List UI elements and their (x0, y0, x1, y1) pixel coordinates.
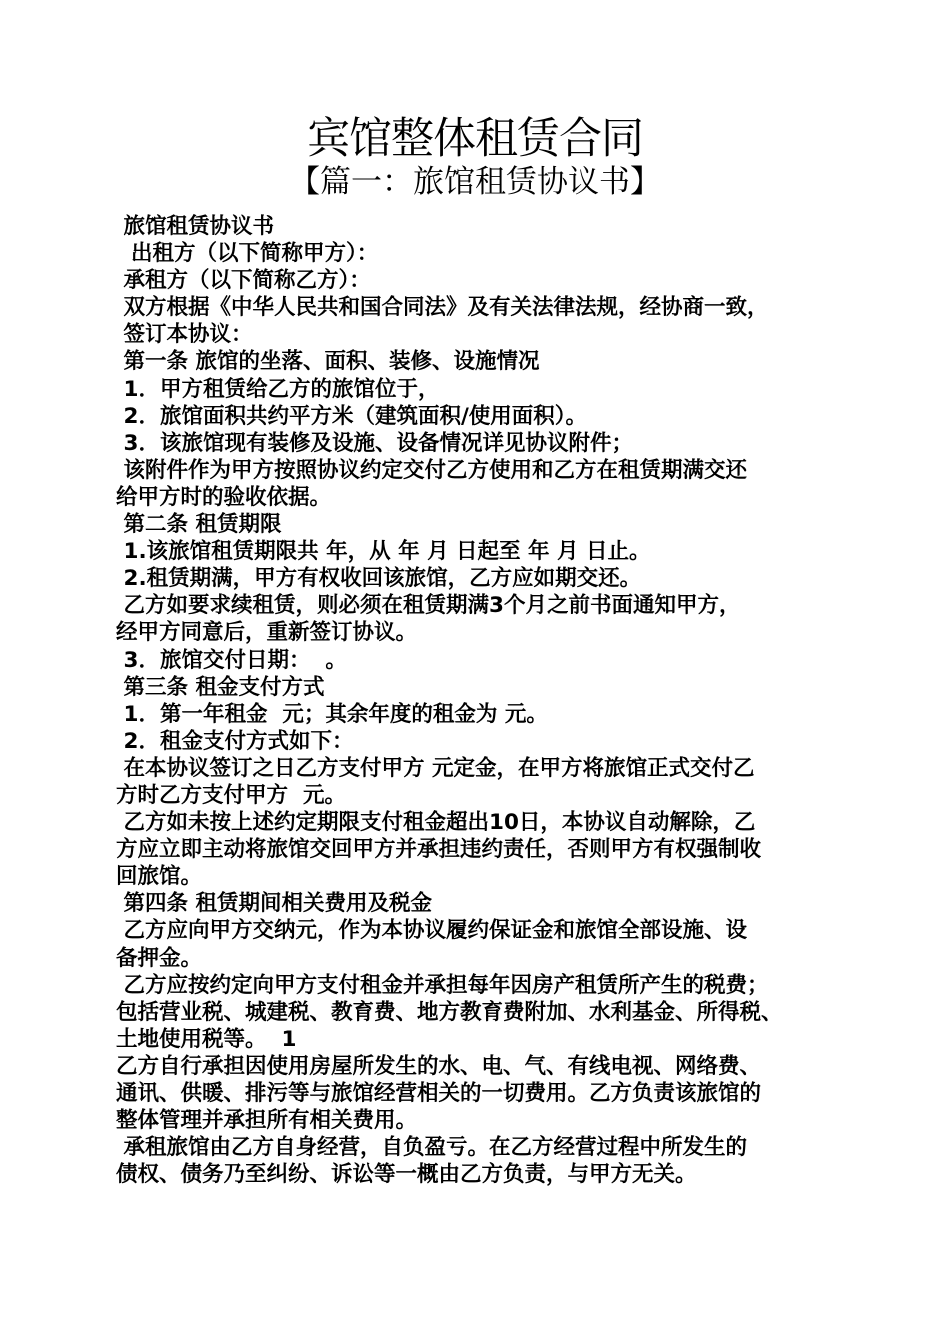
body-line: 乙方应向甲方交纳元，作为本协议履约保证金和旅馆全部设施、设 (116, 918, 747, 944)
body-line: 通讯、供暖、排污等与旅馆经营相关的一切费用。乙方负责该旅馆的 (116, 1081, 762, 1106)
body-line: 土地使用税等。 1 (116, 1026, 297, 1052)
body-line: 2.租赁期满，甲方有权收回该旅馆，乙方应如期交还。 (116, 566, 642, 592)
body-line: 乙方如未按上述约定期限支付租金超出10日，本协议自动解除，乙 (116, 810, 756, 836)
body-line: 1.该旅馆租赁期限共 年，从 年 月 日起至 年 月 日止。 (116, 539, 651, 565)
body-line: 双方根据《中华人民共和国合同法》及有关法律法规，经协商一致， (116, 295, 769, 321)
body-line: 给甲方时的验收依据。 (116, 484, 332, 510)
body-line: 方时乙方支付甲方 元。 (116, 782, 346, 808)
document-body (116, 213, 856, 1188)
body-line: 包括营业税、城建税、教育费、地方教育费附加、水利基金、所得税、 (116, 999, 783, 1025)
body-line: 承租方（以下简称乙方）： (116, 268, 371, 294)
body-line: 乙方应按约定向甲方支付租金并承担每年因房产租赁所产生的税费； (116, 972, 769, 998)
body-line: 债权、债务乃至纠纷、诉讼等一概由乙方负责，与甲方无关。 (116, 1162, 697, 1188)
body-line: 乙方自行承担因使用房屋所发生的水、电、气、有线电视、网络费、 (116, 1053, 762, 1079)
section-heading: 第二条 租赁期限 (116, 512, 282, 538)
body-line: 出租方（以下简称甲方）： (116, 241, 379, 267)
body-line: 在本协议签订之日乙方支付甲方 元定金，在甲方将旅馆正式交付乙 (116, 755, 755, 781)
body-line: 乙方如要求续租赁，则必须在租赁期满3个月之前书面通知甲方， (116, 593, 741, 619)
section-heading: 第三条 租金支付方式 (116, 674, 325, 700)
document-subtitle: 【篇一：旅馆租赁协议书】 (289, 164, 661, 200)
body-line: 该附件作为甲方按照协议约定交付乙方使用和乙方在租赁期满交还 (116, 457, 747, 483)
body-line: 整体管理并承担所有相关费用。 (116, 1108, 418, 1134)
body-line: 回旅馆。 (116, 864, 203, 890)
document-title: 宾馆整体租赁合同 (307, 114, 643, 164)
body-line: 2．租金支付方式如下： (116, 728, 354, 754)
body-line: 旅馆租赁协议书 (116, 214, 274, 239)
body-line: 经甲方同意后，重新签订协议。 (116, 620, 418, 646)
body-line: 备押金。 (116, 945, 203, 971)
body-line: 2．旅馆面积共约平方米（建筑面积/使用面积）。 (116, 403, 588, 429)
body-line: 1．第一年租金 元；其余年度的租金为 元。 (116, 701, 548, 727)
body-line: 3．旅馆交付日期： 。 (116, 647, 347, 673)
section-heading: 第一条 旅馆的坐落、面积、装修、设施情况 (116, 349, 540, 375)
body-line: 1．甲方租赁给乙方的旅馆位于， (116, 376, 440, 402)
body-line: 签订本协议： (116, 322, 253, 348)
body-line: 3．该旅馆现有装修及设施、设备情况详见协议附件； (116, 430, 633, 456)
section-heading: 第四条 租赁期间相关费用及税金 (116, 891, 432, 917)
body-line: 方应立即主动将旅馆交回甲方并承担违约责任，否则甲方有权强制收 (116, 837, 762, 863)
body-line: 承租旅馆由乙方自身经营，自负盈亏。在乙方经营过程中所发生的 (116, 1135, 747, 1161)
